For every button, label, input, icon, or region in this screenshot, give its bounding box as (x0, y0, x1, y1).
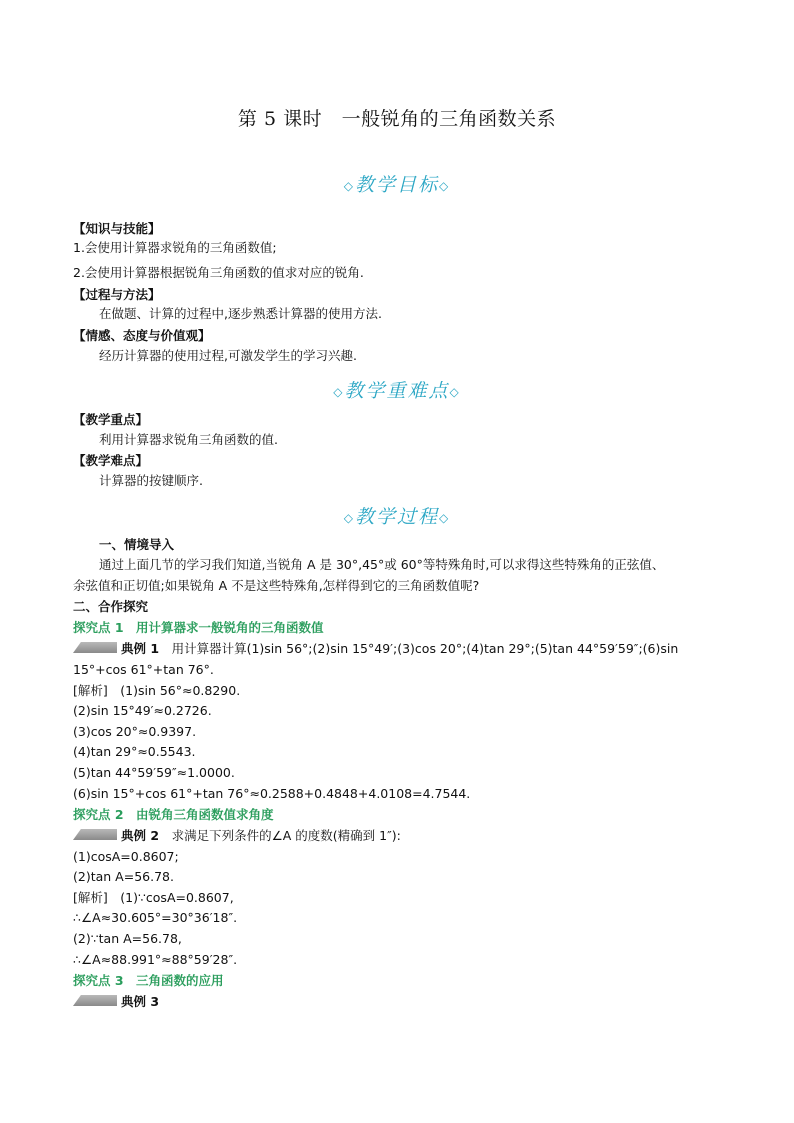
example-marker-icon (73, 642, 117, 653)
example-2-solution-3: (2)∵tan A=56.78, (73, 931, 182, 946)
explore-point-3: 探究点 3 三角函数的应用 (73, 973, 224, 988)
diamond-icon: ◇ (439, 179, 451, 193)
intro-text-1: 通过上面几节的学习我们知道,当锐角 A 是 30°,45°或 60°等特殊角时,可以求得这些特殊角的正弦值、 (99, 557, 665, 572)
explore-point-2: 探究点 2 由锐角三角函数值求角度 (73, 807, 274, 822)
diamond-icon: ◇ (333, 385, 345, 399)
example-marker-icon (73, 995, 117, 1006)
example-1-solution-5: (5)tan 44°59′59″≈1.0000. (73, 765, 235, 780)
knowledge-item-2: 2.会使用计算器根据锐角三角函数的值求对应的锐角. (73, 265, 364, 280)
key-label: 【教学重点】 (73, 412, 149, 427)
process-method-item: 在做题、计算的过程中,逐步熟悉计算器的使用方法. (99, 306, 382, 321)
example-2-solution-1: [解析] (1)∵cosA=0.8607, (73, 890, 234, 905)
explore-point-1: 探究点 1 用计算器求一般锐角的三角函数值 (73, 620, 324, 635)
example-2: 典例 2 求满足下列条件的∠A 的度数(精确到 1″): (73, 827, 401, 844)
example-2-solution-4: ∴∠A≈88.991°≈88°59′28″. (73, 952, 238, 967)
example-marker-icon (73, 829, 117, 840)
diamond-icon: ◇ (449, 385, 461, 399)
process-method-label: 【过程与方法】 (73, 287, 161, 302)
page-title: 第 5 课时 一般锐角的三角函数关系 (237, 108, 557, 130)
intro-text-2: 余弦值和正切值;如果锐角 A 不是这些特殊角,怎样得到它的三角函数值呢? (73, 578, 480, 593)
example-3: 典例 3 (73, 993, 159, 1010)
example-1-solution-3: (3)cos 20°≈0.9397. (73, 724, 197, 739)
example-2-question-1: (1)cosA=0.8607; (73, 849, 179, 864)
key-item: 利用计算器求锐角三角函数的值. (99, 432, 278, 447)
diamond-icon: ◇ (439, 511, 451, 525)
example-2-solution-2: ∴∠A≈30.605°=30°36′18″. (73, 910, 238, 925)
example-1-solution-1: [解析] (1)sin 56°≈0.8290. (73, 683, 241, 698)
section-heading-goals: ◇教学目标◇ (343, 174, 451, 196)
hard-label: 【教学难点】 (73, 453, 149, 468)
section-heading-process: ◇教学过程◇ (343, 506, 451, 528)
part-heading-explore: 二、合作探究 (73, 599, 149, 614)
example-1-text-continued: 15°+cos 61°+tan 76°. (73, 662, 214, 677)
diamond-icon: ◇ (343, 179, 355, 193)
diamond-icon: ◇ (343, 511, 355, 525)
example-1-solution-4: (4)tan 29°≈0.5543. (73, 744, 196, 759)
knowledge-item-1: 1.会使用计算器求锐角的三角函数值; (73, 240, 277, 255)
emotion-item: 经历计算器的使用过程,可激发学生的学习兴趣. (99, 348, 357, 363)
part-heading-intro: 一、情境导入 (99, 537, 175, 552)
example-2-question-2: (2)tan A=56.78. (73, 869, 174, 884)
section-heading-keypoints: ◇教学重难点◇ (333, 380, 461, 402)
example-1: 典例 1 用计算器计算(1)sin 56°;(2)sin 15°49′;(3)cos 20°;(4)tan 29°;(5)tan 44°59′59″;(6)sin (73, 640, 678, 657)
example-1-solution-2: (2)sin 15°49′≈0.2726. (73, 703, 212, 718)
example-1-solution-6: (6)sin 15°+cos 61°+tan 76°≈0.2588+0.4848+4.0108=4.7544. (73, 786, 471, 801)
knowledge-label: 【知识与技能】 (73, 221, 161, 236)
emotion-label: 【情感、态度与价值观】 (73, 328, 211, 343)
hard-item: 计算器的按键顺序. (99, 473, 203, 488)
